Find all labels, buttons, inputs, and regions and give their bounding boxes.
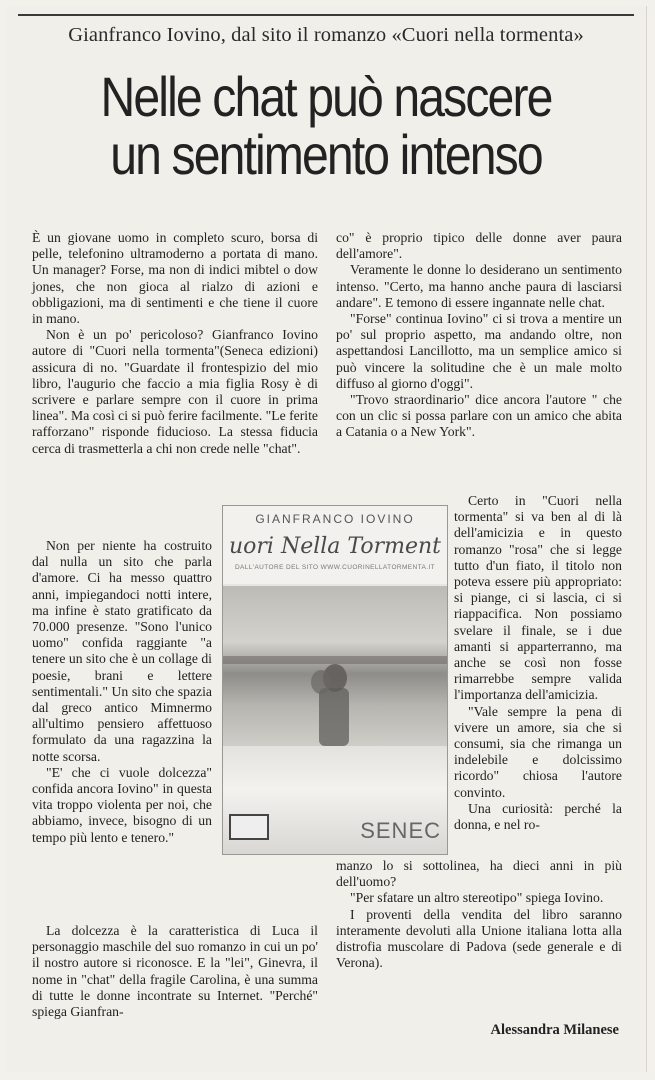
paragraph: Non è un po' pericoloso? Gianfranco Iovino autore di "Cuori nella tormenta"(Seneca edizioni) assicura di no. "Guardate il frontespizio del mio libro, l'augurio che faccio a mia figlia Rosy è di scrivere e parlare sempre con il cuore in prima linea". Ma così ci si può ferire facilmente. "Le ferite rafforzano" risponde fiducioso. La stessa fiducia cerca di trasmetterla a chi non crede nelle "chat". [32,327,318,456]
book-cover-lower [223,746,447,854]
article-column-left [32,230,318,457]
book-title: uori Nella Torment [228,534,442,559]
publisher-logo-icon [229,814,269,840]
paragraph: "Per sfatare un altro stereotipo" spiega Iovino. [350,890,604,906]
paragraph: La dolcezza è la caratteristica di Luca il personaggio maschile del suo romanzo in cui un po' il nostro autore si riconosce. E la "lei", Ginevra, il nome in "chat" della fragile Carolina, è una summa di tutte le donne incontrate su Internet. "Perché" spiega Gianfran- [32,923,318,1020]
paragraph: I proventi della vendita del libro saranno interamente devoluti alla Unione italiana lotta alla distrofia muscolare di Padova (sede generale e di Verona). [336,906,622,971]
couple-silhouette-illustration [223,586,447,746]
paragraph: "Forse" continua Iovino" ci si trova a mentire un po' sul proprio aspetto, ma andando oltre, non aspettandosi Lancillotto, ma un semplice amico si può vincere la solitudine che è un male molto diffuso al giorno d'oggi". [336,311,622,391]
book-cover-photo [223,586,447,746]
article-column-right-lower [454,493,622,833]
top-rule [18,14,634,16]
paragraph: manzo lo si sottolinea, ha dieci anni in più dell'uomo? [336,858,622,890]
headline [51,65,601,186]
headline-line-1: Nelle chat può nascere [100,65,552,128]
article-column-right-bottom [336,858,622,971]
paragraph: Non per niente ha costruito dal nulla un sito che parla d'amore. Ci ha messo quattro anni, impiegandoci notti intere, ma infine è stato gratificato da 70.000 presenze. "Sono l'unico uomo" confida raggiante "a tenere un sito che è un collage di poesie, brani e lettere sentimentali." Un sito che spazia dal greco antico Mimnermo all'ultimo pensiero affettuoso formulato da una ragazzina la notte scorsa. [32,538,212,764]
article-column-left-bottom [32,923,318,1020]
paragraph: Veramente le donne lo desiderano un sentimento intenso. "Certo, ma hanno anche paura di lasciarsi andare". E temono di essere ingannate nelle chat. [336,262,622,310]
paragraph: Certo in "Cuori nella tormenta" si va ben al di là dell'amicizia e in questo romanzo "rosa" che si legge tutto d'un fiato, il titolo non poteva essere più appropriato: si piange, ci si lascia, ci si riappacifica. Non possiamo svelare il finale, se i due amanti si apparterranno, ma anche se così non fosse rimarrebbe sempre valida l'importanza dell'amicizia. [454,493,622,703]
paragraph: Una curiosità: perché la donna, e nel ro- [454,800,622,833]
publisher-name: SENEC [360,818,441,843]
headline-line-2: un sentimento intenso [110,123,542,186]
paragraph: "Trovo straordinario" dice ancora l'autore " che con un clic si possa parlare con un amico che abita a Catania o a New York". [336,392,622,440]
paragraph: co" è proprio tipico delle donne aver paura dell'amore". [336,230,622,262]
book-subtitle: DALL'AUTORE DEL SITO WWW.CUORINELLATORMENTA.IT [234,564,436,571]
paragraph: "Vale sempre la pena di vivere un amore, sia che si consumi, sia che rimanga un indelebile e dolcissimo ricordo" chiosa l'autore convinto. [454,703,622,800]
paragraph: È un giovane uomo in completo scuro, borsa di pelle, telefonino ultramoderno a portata di mano. Un manager? Forse, ma non di indici mibtel o dow jones, che non gioca al rialzo di azioni e obbligazioni, ma di sentimenti e che tiene il cuore in mano. [32,230,318,327]
article-column-right [336,230,622,441]
book-cover-image [222,505,448,855]
author-signature: Alessandra Milanese [490,1022,619,1038]
book-author: GIANFRANCO IOVINO [255,512,415,526]
article-column-left-lower [32,538,212,846]
paragraph: "E' che ci vuole dolcezza" confida ancora Iovino" in questa vita troppo violenta per noi, che abbiamo, invece, bisogno di un tempo più lento e tenero." [32,764,212,845]
kicker: Gianfranco Iovino, dal sito il romanzo «Cuori nella tormenta» [68,24,584,46]
